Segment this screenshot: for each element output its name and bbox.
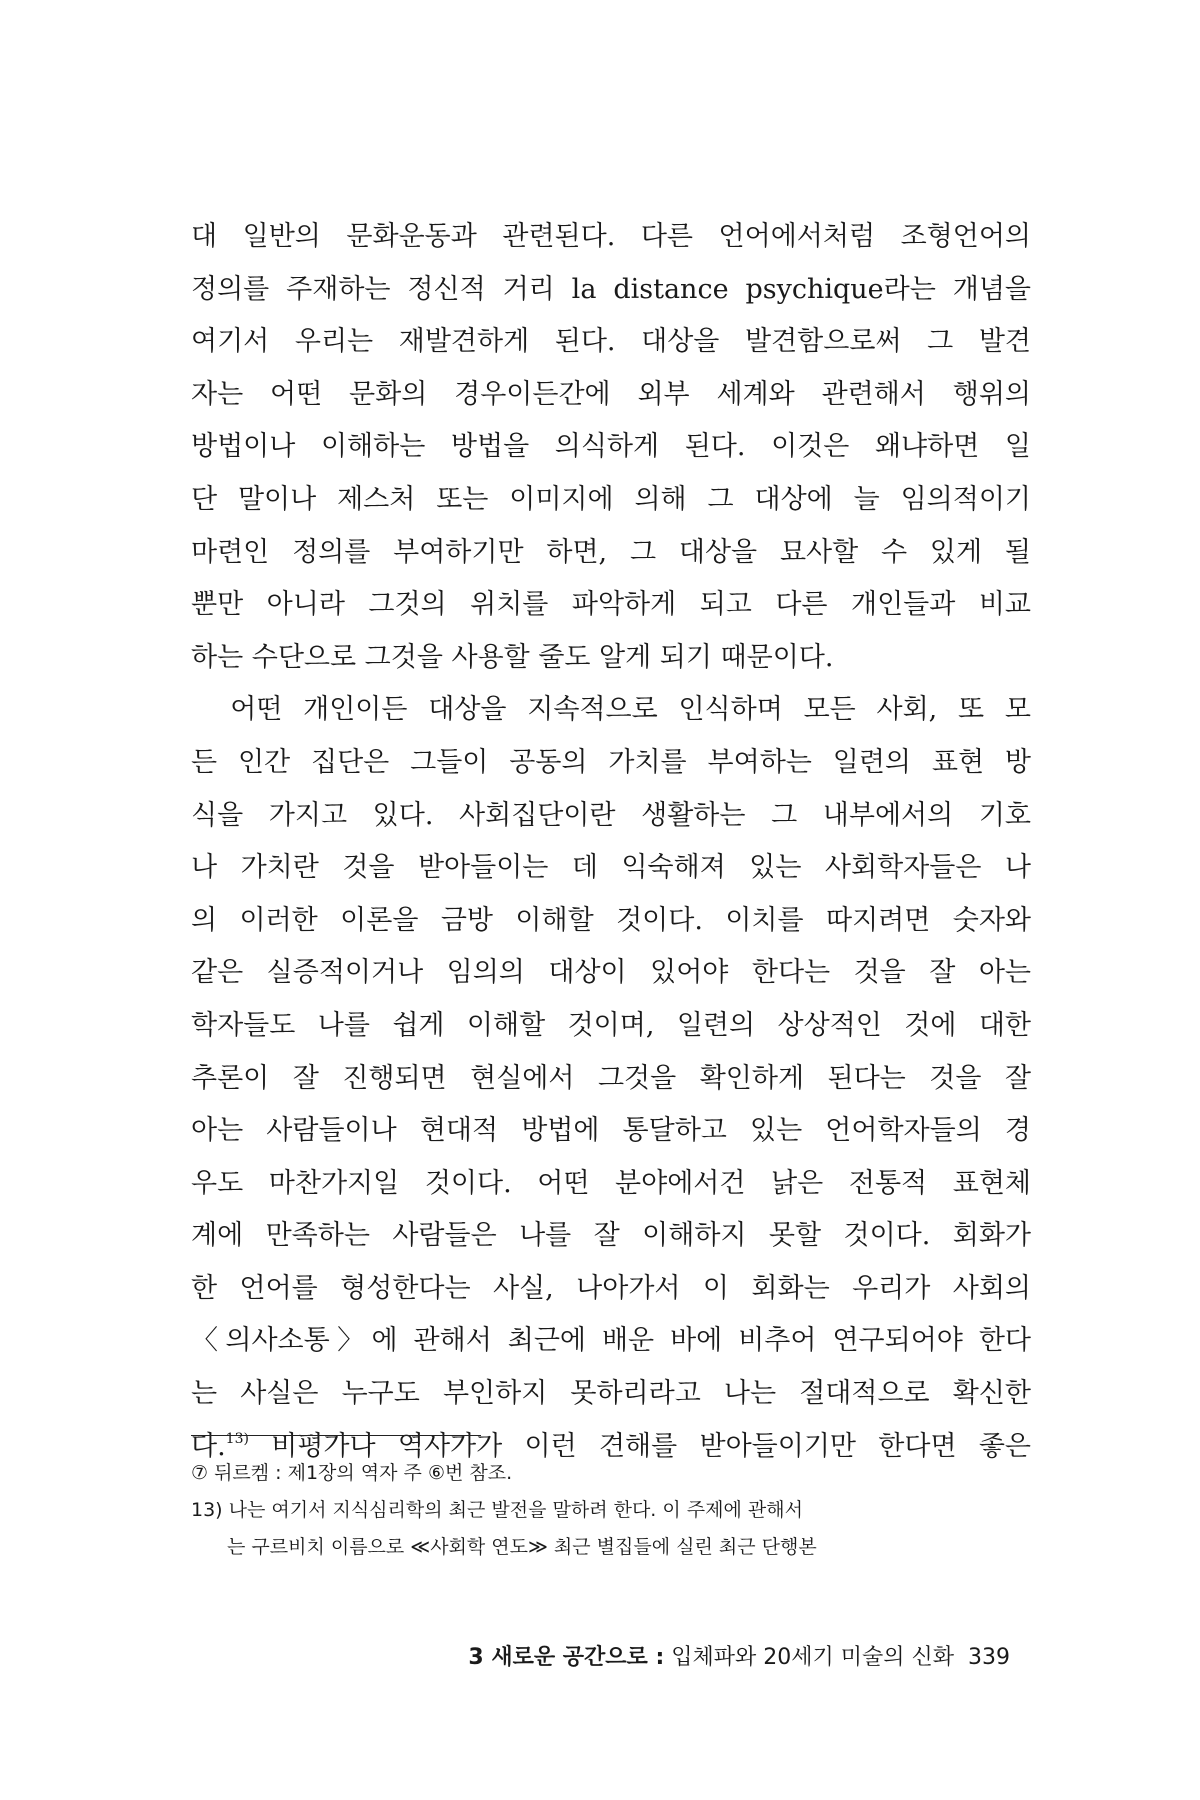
text-line: 어떤 개인이든 대상을 지속적으로 인식하며 모든 사회, 또 모: [191, 694, 1031, 726]
footnotes: [191, 1455, 1036, 1566]
text-line: 정의를 주재하는 정신적 거리 la distance psychique라는 개념을: [191, 273, 1031, 305]
text-line: 한 언어를 형성한다는 사실, 나아가서 이 회화는 우리가 사회의: [191, 1272, 1031, 1304]
footnote-13-continued: 는 구르비치 이름으로 ≪사회학 연도≫ 최근 별집들에 실린 최근 단행본: [227, 1536, 817, 1558]
footnote-13: 13) 나는 여기서 지식심리학의 최근 발전을 말하려 한다. 이 주제에 관해서: [191, 1499, 803, 1521]
running-footer: [0, 1640, 1010, 1671]
text-line: 학자들도 나를 쉽게 이해할 것이며, 일련의 상상적인 것에 대한: [191, 1009, 1031, 1041]
footnote-translator-7: ⑦ 뒤르켐 : 제1장의 역자 주 ⑥번 참조.: [191, 1462, 513, 1484]
main-text-block: [191, 211, 1031, 1473]
page-number: 339: [968, 1645, 1010, 1670]
text-line: 는 사실은 누구도 부인하지 못하리라고 나는 절대적으로 확신한: [191, 1378, 1031, 1410]
text-line: 추론이 잘 진행되면 현실에서 그것을 확인하게 된다는 것을 잘: [191, 1062, 1031, 1094]
text-line: 의 이러한 이론을 금방 이해할 것이다. 이치를 따지려면 숫자와: [191, 904, 1031, 936]
chapter-subtitle: 입체파와 20세기 미술의 신화: [664, 1645, 954, 1670]
text-line: 든 인간 집단은 그들이 공동의 가치를 부여하는 일련의 표현 방: [191, 746, 1031, 778]
text-line: 식을 가지고 있다. 사회집단이란 생활하는 그 내부에서의 기호: [191, 799, 1031, 831]
text-line: 아는 사람들이나 현대적 방법에 통달하고 있는 언어학자들의 경: [191, 1115, 1031, 1147]
footnote-reference[interactable]: 13): [225, 1430, 249, 1447]
text-line: 나 가치란 것을 받아들이는 데 익숙해져 있는 사회학자들은 나: [191, 852, 1031, 884]
text-line: 자는 어떤 문화의 경우이든간에 외부 세계와 관련해서 행위의: [191, 378, 1031, 410]
text-line: 같은 실증적이거나 임의의 대상이 있어야 한다는 것을 잘 아는: [191, 957, 1031, 989]
text-line-rest: 비평가나 역사가가 이런 견해를 받아들이기만 한다면 좋은: [248, 1430, 1031, 1462]
text-line: 〈의사소통〉에 관해서 최근에 배운 바에 비추어 연구되어야 한다: [191, 1325, 1031, 1357]
text-line: 단 말이나 제스처 또는 이미지에 의해 그 대상에 늘 임의적이기: [191, 483, 1031, 515]
text-line: 뿐만 아니라 그것의 위치를 파악하게 되고 다른 개인들과 비교: [191, 589, 1031, 621]
text-line: 방법이나 이해하는 방법을 의식하게 된다. 이것은 왜냐하면 일: [191, 431, 1031, 463]
text-line: 여기서 우리는 재발견하게 된다. 대상을 발견함으로써 그 발견: [191, 326, 1031, 358]
text-line: 우도 마찬가지일 것이다. 어떤 분야에서건 낡은 전통적 표현체: [191, 1167, 1031, 1199]
text-line: 하는 수단으로 그것을 사용할 줄도 알게 되기 때문이다.: [191, 641, 834, 673]
text-line: 마련인 정의를 부여하기만 하면, 그 대상을 묘사할 수 있게 될: [191, 536, 1031, 568]
chapter-title: 3 새로운 공간으로 :: [468, 1645, 665, 1670]
text-line: 대 일반의 문화운동과 관련된다. 다른 언어에서처럼 조형언어의: [191, 221, 1031, 252]
text-line-start: 다.: [191, 1430, 226, 1462]
footnote-divider: [191, 1435, 481, 1436]
text-line: 계에 만족하는 사람들은 나를 잘 이해하지 못할 것이다. 회화가: [191, 1220, 1031, 1252]
